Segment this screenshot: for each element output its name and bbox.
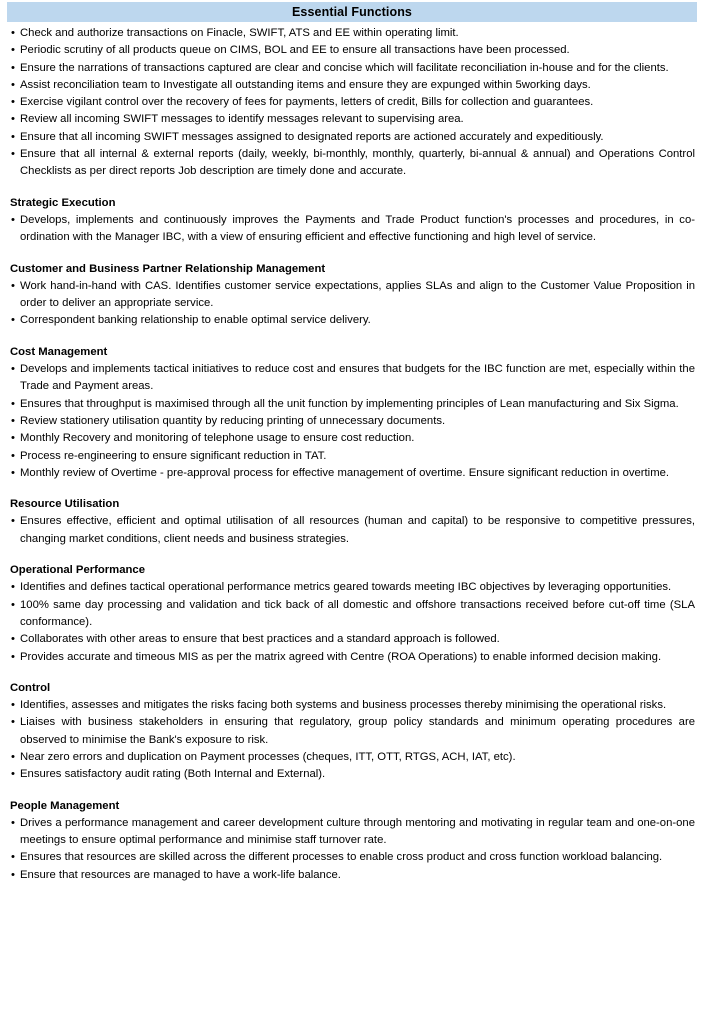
bullet-item: • Liaises with business stakeholders in ensuring that regulatory, group policy standards and minimum operating procedures are observed to minimise the Bank's exposure to risk. [10, 714, 695, 749]
bullet-list [10, 579, 695, 665]
bullet-item: • Ensure the narrations of transactions captured are clear and concise which will facilitate reconciliation in-house and for the clients. [10, 60, 695, 77]
bullet-item: • Ensures satisfactory audit rating (Both Internal and External). [10, 766, 695, 783]
bullet-item: • Near zero errors and duplication on Payment processes (cheques, ITT, OTT, RTGS, ACH, IAT, etc). [10, 749, 695, 766]
bullet-item: • Check and authorize transactions on Finacle, SWIFT, ATS and EE within operating limit. [10, 25, 695, 42]
bullet-item: • Collaborates with other areas to ensure that best practices and a standard approach is followed. [10, 631, 695, 648]
bullet-list [10, 513, 695, 548]
bullet-item: • Assist reconciliation team to Investigate all outstanding items and ensure they are expunged within 5working days. [10, 77, 695, 94]
bullet-list [10, 697, 695, 783]
bullet-item: • Review all incoming SWIFT messages to identify messages relevant to supervising area. [10, 111, 695, 128]
section-heading: Cost Management [10, 345, 108, 358]
bullet-list [10, 361, 695, 482]
bullet-item: • Monthly review of Overtime - pre-approval process for effective management of overtime. Ensure significant reduction in overtime. [10, 465, 695, 482]
section-heading: Strategic Execution [10, 196, 116, 209]
section-heading: Customer and Business Partner Relationship Management [10, 262, 326, 275]
document-page [0, 2, 711, 1010]
essential-functions-header [7, 2, 697, 22]
bullet-item: • Drives a performance management and career development culture through mentoring and motivating in regular team and one-on-one meetings to ensure optimal performance and minimise staff turnover rate. [10, 815, 695, 850]
bullet-item: • Develops, implements and continuously improves the Payments and Trade Product function's processes and procedures, in co-ordination with the Manager IBC, with a view of ensuring efficient and effective functioning and high level of service. [10, 212, 695, 247]
bullet-item: • Correspondent banking relationship to enable optimal service delivery. [10, 312, 695, 329]
bullet-item: • Identifies, assesses and mitigates the risks facing both systems and business processes thereby minimising the operational risks. [10, 697, 695, 714]
bullet-item: • Ensure that resources are managed to have a work-life balance. [10, 867, 695, 884]
bullet-item: • Work hand-in-hand with CAS. Identifies customer service expectations, applies SLAs and align to the Customer Value Proposition in order to deliver an appropriate service. [10, 278, 695, 313]
bullet-list [10, 212, 695, 247]
bullet-item: • Ensures effective, efficient and optimal utilisation of all resources (human and capital) to be responsive to competitive pressures, changing market conditions, client needs and business strategies. [10, 513, 695, 548]
section-heading: Operational Performance [10, 564, 145, 577]
bullet-item: • Ensure that all internal & external reports (daily, weekly, bi-monthly, monthly, quarterly, bi-annual & annual) and Operations Control Checklists as per direct reports Job description are timely done and accurate. [10, 146, 695, 181]
bullet-item: • Ensures that throughput is maximised through all the unit function by implementing principles of Lean manufacturing and Six Sigma. [10, 396, 695, 413]
bullet-item: • Ensures that resources are skilled across the different processes to enable cross product and cross function workload balancing. [10, 849, 695, 866]
bullet-list [10, 278, 695, 330]
page-title: Essential Functions [292, 5, 412, 19]
bullet-item: • Provides accurate and timeous MIS as per the matrix agreed with Centre (ROA Operations) to enable informed decision making. [10, 649, 695, 666]
section-heading: Resource Utilisation [10, 498, 120, 511]
bullet-item: • Develops and implements tactical initiatives to reduce cost and ensures that budgets for the IBC function are met, especially within the Trade and Payment areas. [10, 361, 695, 396]
bullet-item: • Monthly Recovery and monitoring of telephone usage to ensure cost reduction. [10, 430, 695, 447]
section-heading: Control [10, 681, 51, 694]
bullet-item: • 100% same day processing and validation and tick back of all domestic and offshore transactions received before cut-off time (SLA conformance). [10, 597, 695, 632]
bullet-item: • Exercise vigilant control over the recovery of fees for payments, letters of credit, Bills for collection and guarantees. [10, 94, 695, 111]
bullet-item: • Periodic scrutiny of all products queue on CIMS, BOL and EE to ensure all transactions have been processed. [10, 42, 695, 59]
bullet-item: • Ensure that all incoming SWIFT messages assigned to designated reports are actioned accurately and expeditiously. [10, 129, 695, 146]
bullet-item: • Review stationery utilisation quantity by reducing printing of unnecessary documents. [10, 413, 695, 430]
bullet-item: • Process re-engineering to ensure significant reduction in TAT. [10, 448, 695, 465]
bullet-list [10, 815, 695, 884]
bullet-item: • Identifies and defines tactical operational performance metrics geared towards meeting IBC objectives by leveraging opportunities. [10, 579, 695, 596]
bullet-list [10, 25, 695, 181]
section-heading: People Management [10, 799, 120, 812]
document-content [10, 25, 695, 884]
